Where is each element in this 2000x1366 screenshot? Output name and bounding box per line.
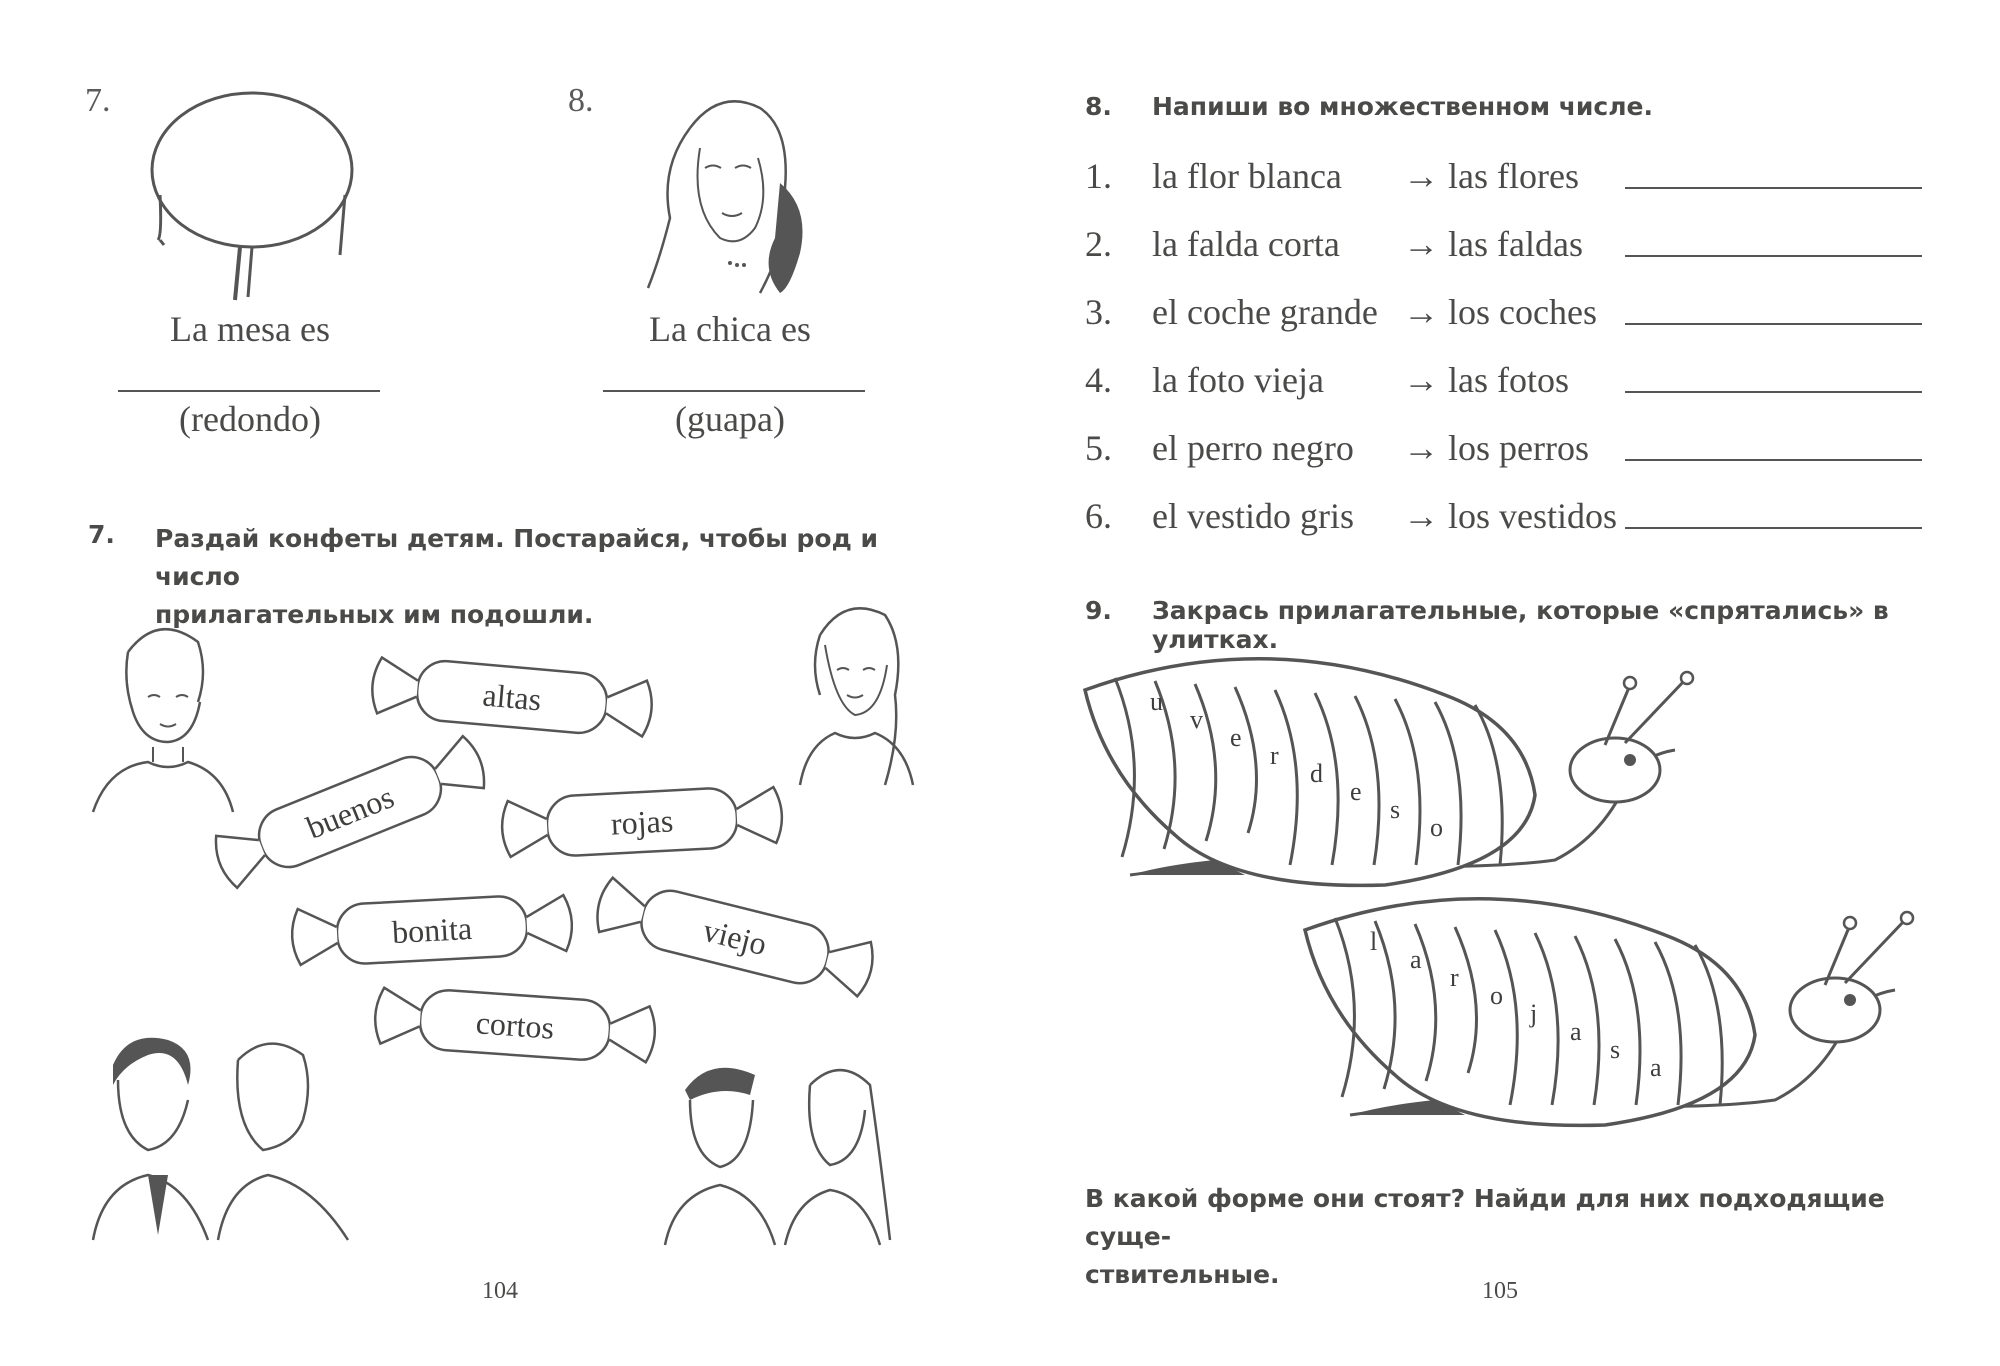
plural-noun: → las fotos [1403,360,1569,400]
snail-head [1790,978,1880,1042]
page-number-left: 104 [482,1278,518,1304]
snail-letter: r [1270,741,1279,770]
snail-letter: e [1230,723,1242,752]
candy-label: cortos [474,1004,556,1046]
row-number: 2. [1085,224,1112,264]
snail-letter: r [1450,963,1459,992]
snail-letter: v [1190,705,1203,734]
row-number: 1. [1085,156,1112,196]
singular-phrase: el coche grande [1152,292,1378,332]
candy-rojas[interactable] [501,785,784,860]
candy-viejo[interactable] [592,874,878,1000]
singular-phrase: la foto vieja [1152,360,1324,400]
row-number: 3. [1085,292,1112,332]
task7-number: 7. [88,520,115,549]
snail-antenna-tip [1901,912,1913,924]
snail-letter: j [1530,999,1538,1028]
snail-head [1570,738,1660,802]
plural-noun: → las flores [1403,156,1579,196]
snail-letter: a [1570,1017,1582,1046]
snail-letter: u [1150,687,1163,716]
row-number: 4. [1085,360,1112,400]
item8-hint: (guapa) [675,399,785,439]
candy-wrapper-left [370,657,420,717]
singular-phrase: el perro negro [1152,428,1354,468]
candy-label: rojas [609,802,675,842]
snail-bottom [1305,899,1913,1126]
snail-eye [1844,994,1856,1006]
plural-noun: → los perros [1403,428,1589,468]
item8-number: 8. [568,82,594,119]
singular-phrase: el vestido gris [1152,496,1354,536]
candy-wrapper-left [373,987,422,1046]
snail-letter: o [1430,813,1443,842]
candy-cortos[interactable] [373,985,657,1064]
snail-antennae [1605,680,1685,745]
snail-letter: a [1410,945,1422,974]
snail-letter: o [1490,981,1503,1010]
candy-wrapper-left [501,799,549,857]
snail-letter: s [1610,1035,1621,1064]
candy-wrapper-right [608,1004,657,1063]
singular-phrase: la flor blanca [1152,156,1342,196]
candy-wrapper-right [525,895,573,953]
task9-question [1085,1180,1965,1294]
row-number: 5. [1085,428,1112,468]
candy-label: buenos [301,778,399,846]
snail-eye [1624,754,1636,766]
candy-wrapper-right [820,933,877,998]
question-line-1: В какой форме они стоят? Найди для них подходящие суще- [1085,1184,1885,1251]
candy-label: bonita [391,909,473,951]
task8-title: Напиши во множественном числе. [1152,92,1653,121]
snail-letter: l [1370,927,1378,956]
snails-area [1000,0,2000,1366]
plural-noun: → las faldas [1403,224,1583,264]
candy-wrapper-left [291,907,339,965]
candy-buenos[interactable] [209,732,491,893]
item7-number: 7. [85,82,111,119]
snail-letter: a [1650,1053,1662,1082]
snail-antenna-tip [1844,917,1856,929]
snail-letter: s [1390,795,1401,824]
page-number-right: 105 [1482,1278,1518,1304]
singular-phrase: la falda corta [1152,224,1340,264]
plural-noun: → los vestidos [1403,496,1618,536]
task8-number: 8. [1085,92,1112,121]
task7-line-2: прилагательных им подошли. [155,600,594,629]
candy-label: viejo [699,911,771,963]
candy-wrapper-right [604,677,654,737]
candy-label: altas [481,676,543,718]
task7-line-1: Раздай конфеты детям. Постарайся, чтобы род и число [155,524,879,591]
right-page [1000,0,2000,1366]
row-number: 6. [1085,496,1112,536]
snail-top [1085,659,1693,886]
candy-bonita[interactable] [291,893,574,968]
candy-wrapper-right [735,787,783,845]
task9-number: 9. [1085,596,1112,625]
snail-antennae [1825,920,1905,985]
plural-noun: → los coches [1403,292,1597,332]
item7-hint: (redondo) [179,399,321,439]
question-line-2: ствительные. [1085,1260,1280,1289]
snail-letter: d [1310,759,1323,788]
snail-antenna-tip [1681,672,1693,684]
snail-letter: e [1350,777,1362,806]
item8-caption: La chica es [649,309,811,349]
snail-antenna-tip [1624,677,1636,689]
candy-altas[interactable] [370,655,654,739]
task9-title: Закрась прилагательные, которые «спрятались» в улитках. [1152,596,1889,654]
candy-wrapper-left [592,876,649,941]
item7-caption: La mesa es [170,309,330,349]
